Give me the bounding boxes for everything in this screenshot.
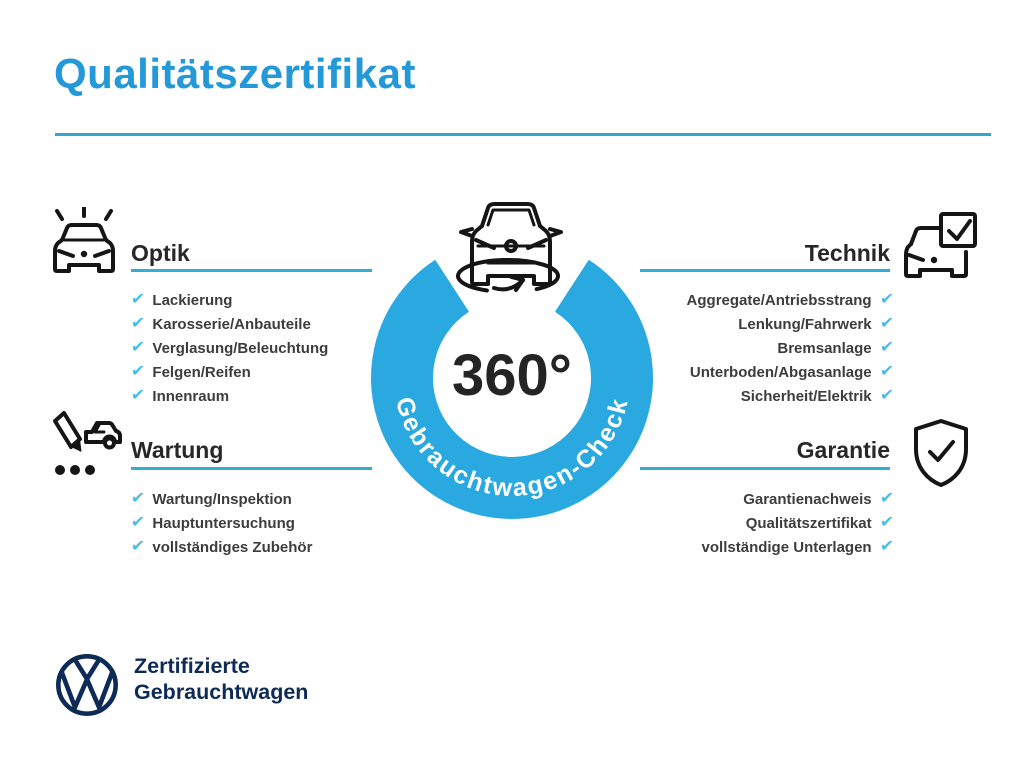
check-icon: ✔ (130, 490, 146, 507)
list-item: ✔ Lackierung (130, 291, 233, 309)
list-item: Garantienachweis ✔ (743, 490, 894, 508)
check-icon: ✔ (878, 315, 894, 332)
list-item: Qualitätszertifikat ✔ (745, 514, 894, 532)
section-heading-optik: Optik (131, 240, 190, 266)
section-rule-wartung (131, 467, 372, 470)
list-item: vollständige Unterlagen ✔ (701, 538, 894, 556)
check-icon: ✔ (130, 291, 146, 308)
check-icon: ✔ (878, 538, 894, 555)
section-rule-optik (131, 269, 372, 272)
degree-label: 360° (452, 343, 572, 408)
section-rule-technik (640, 269, 890, 272)
list-item: ✔ vollständiges Zubehör (130, 538, 313, 556)
footer-brand-line1: Zertifizierte (134, 654, 250, 678)
car-shine-icon (47, 207, 121, 281)
list-item: Sicherheit/Elektrik ✔ (740, 387, 894, 405)
section-heading-garantie: Garantie (796, 437, 890, 463)
car-360-rotation-icon (448, 196, 576, 298)
service-checklist-icon (42, 406, 122, 480)
check-icon: ✔ (130, 387, 146, 404)
list-item: ✔ Hauptuntersuchung (130, 514, 295, 532)
check-icon: ✔ (878, 490, 894, 507)
section-heading-technik: Technik (804, 240, 890, 266)
list-item: ✔ Felgen/Reifen (130, 363, 251, 381)
check-icon: ✔ (878, 387, 894, 404)
page-title: Qualitätszertifikat (54, 50, 416, 97)
check-icon: ✔ (130, 514, 146, 531)
shield-check-icon (905, 416, 977, 490)
garantie-checklist (702, 487, 893, 559)
list-item: Lenkung/Fahrwerk ✔ (738, 315, 894, 333)
technik-checklist (687, 288, 893, 408)
check-icon: ✔ (130, 538, 146, 555)
vw-logo (50, 648, 124, 722)
list-item: Unterboden/Abgasanlage ✔ (689, 363, 894, 381)
check-icon: ✔ (130, 339, 146, 356)
optik-checklist (131, 288, 328, 408)
section-rule-garantie (640, 467, 890, 470)
list-item: ✔ Wartung/Inspektion (130, 490, 292, 508)
check-icon: ✔ (878, 514, 894, 531)
car-checkbox-icon (903, 208, 981, 284)
check-icon: ✔ (878, 339, 894, 356)
section-heading-wartung: Wartung (131, 437, 224, 463)
list-item: ✔ Innenraum (130, 387, 230, 405)
wartung-checklist (131, 487, 312, 559)
list-item: ✔ Verglasung/Beleuchtung (130, 339, 329, 357)
check-icon: ✔ (878, 291, 894, 308)
list-item: Bremsanlage ✔ (777, 339, 894, 357)
ring-curved-label: Gebrauchtwagen-Check (389, 393, 635, 503)
check-icon: ✔ (130, 315, 146, 332)
check-icon: ✔ (130, 363, 146, 380)
list-item: ✔ Karosserie/Anbauteile (130, 315, 311, 333)
list-item: Aggregate/Antriebsstrang ✔ (686, 291, 894, 309)
footer-brand-text (134, 653, 308, 705)
footer-brand-line2: Gebrauchtwagen (134, 680, 309, 704)
check-icon: ✔ (878, 363, 894, 380)
title-divider (55, 133, 991, 136)
